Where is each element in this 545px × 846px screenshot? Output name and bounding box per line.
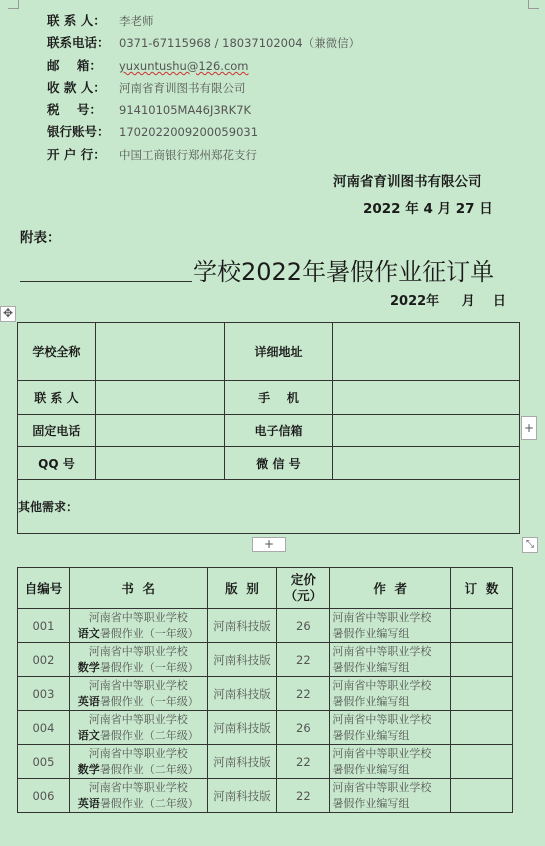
order-book-title [69, 711, 207, 745]
form-title: 学校2022年暑假作业征订单 [193, 258, 495, 286]
input-address[interactable] [333, 323, 520, 381]
book-line1: 河南省中等职业学校 [88, 746, 188, 760]
order-author [330, 745, 451, 779]
book-line2: 暑假作业（二年级） [99, 762, 199, 776]
book-subject: 语文 [77, 626, 100, 640]
order-book-title [69, 643, 207, 677]
order-qty-input[interactable] [451, 779, 513, 813]
book-subject: 语文 [77, 728, 100, 742]
table-row [18, 643, 513, 677]
order-price: 26 [277, 711, 330, 745]
contact-row-email [47, 56, 249, 76]
input-landline[interactable] [95, 415, 224, 447]
author-line2: 暑假作业编写组 [332, 796, 410, 810]
order-author [330, 677, 451, 711]
order-qty-input[interactable] [451, 609, 513, 643]
email-link[interactable]: yuxuntushu@126.com [119, 59, 249, 73]
table-row [18, 677, 513, 711]
label-school-name: 学校全称 [18, 323, 96, 381]
contact-row-tax [47, 100, 251, 120]
book-subject: 数学 [77, 660, 100, 674]
contact-row-account [47, 122, 258, 142]
contact-label: 联系电话： [47, 35, 110, 50]
order-price: 22 [277, 643, 330, 677]
contact-label: 邮 箱： [47, 58, 102, 73]
header-price-line2: （元） [284, 588, 323, 603]
order-author [330, 779, 451, 813]
order-edition: 河南科技版 [207, 711, 277, 745]
author-line1: 河南省中等职业学校 [332, 610, 432, 624]
contact-row-person [47, 11, 154, 31]
order-no: 002 [18, 643, 70, 677]
order-no: 006 [18, 779, 70, 813]
order-qty-input[interactable] [451, 745, 513, 779]
order-table-header [18, 568, 513, 609]
form-date: 2022年 月 日 [390, 294, 506, 309]
author-line2: 暑假作业编写组 [332, 626, 410, 640]
book-line1: 河南省中等职业学校 [88, 780, 188, 794]
label-contact: 联 系 人 [18, 381, 96, 415]
order-edition: 河南科技版 [207, 609, 277, 643]
author-line2: 暑假作业编写组 [332, 728, 410, 742]
order-price: 22 [277, 677, 330, 711]
input-email[interactable] [333, 415, 520, 447]
contact-value: 0371-67115968 / 18037102004（兼微信） [119, 36, 361, 50]
table-row [18, 745, 513, 779]
book-line1: 河南省中等职业学校 [88, 678, 188, 692]
school-info-table [17, 322, 520, 534]
company-name: 河南省育训图书有限公司 [333, 174, 482, 190]
order-edition: 河南科技版 [207, 677, 277, 711]
author-line1: 河南省中等职业学校 [332, 780, 432, 794]
header-price [277, 568, 330, 609]
contact-row-bank [47, 145, 257, 165]
add-row-icon[interactable]: + [252, 537, 286, 552]
contact-value: 91410105MA46J3RK7K [119, 103, 252, 117]
table-move-handle-icon[interactable]: ✥ [0, 306, 16, 322]
header-qty: 订 数 [451, 568, 513, 609]
header-price-line1: 定价 [290, 572, 316, 587]
order-book-title [69, 779, 207, 813]
contact-value: 河南省育训图书有限公司 [119, 81, 246, 95]
input-contact[interactable] [95, 381, 224, 415]
book-line1: 河南省中等职业学校 [88, 712, 188, 726]
order-author [330, 643, 451, 677]
company-date: 2022 年 4 月 27 日 [363, 201, 493, 217]
book-subject: 英语 [77, 694, 100, 708]
author-line1: 河南省中等职业学校 [332, 746, 432, 760]
contact-label: 联 系 人： [47, 13, 106, 28]
order-no: 003 [18, 677, 70, 711]
label-mobile: 手 机 [224, 381, 333, 415]
order-no: 004 [18, 711, 70, 745]
header-title: 书 名 [69, 568, 207, 609]
order-price: 22 [277, 745, 330, 779]
author-line2: 暑假作业编写组 [332, 762, 410, 776]
table-row [18, 711, 513, 745]
contact-row-payee [47, 78, 246, 98]
label-address: 详细地址 [224, 323, 333, 381]
header-author: 作 者 [330, 568, 451, 609]
header-edition: 版 别 [207, 568, 277, 609]
other-requirements-field[interactable] [18, 480, 520, 534]
author-line2: 暑假作业编写组 [332, 694, 410, 708]
margin-corner-mark [528, 0, 539, 9]
input-mobile[interactable] [333, 381, 520, 415]
order-qty-input[interactable] [451, 643, 513, 677]
book-line2: 暑假作业（一年级） [99, 626, 199, 640]
margin-corner-mark [8, 0, 19, 9]
contact-value: 中国工商银行郑州郑花支行 [119, 148, 257, 162]
order-edition: 河南科技版 [207, 745, 277, 779]
order-table [17, 567, 513, 813]
contact-label: 税 号： [47, 102, 102, 117]
book-line2: 暑假作业（一年级） [99, 660, 199, 674]
order-author [330, 609, 451, 643]
school-name-blank [20, 281, 192, 282]
order-edition: 河南科技版 [207, 779, 277, 813]
label-landline: 固定电话 [18, 415, 96, 447]
book-line1: 河南省中等职业学校 [88, 644, 188, 658]
order-author [330, 711, 451, 745]
book-subject: 数学 [77, 762, 100, 776]
header-no: 自编号 [18, 568, 70, 609]
contact-row-phone [47, 33, 360, 53]
contact-value: 1702022009200059031 [119, 125, 259, 139]
order-no: 005 [18, 745, 70, 779]
book-line2: 暑假作业（一年级） [99, 694, 199, 708]
book-line2: 暑假作业（二年级） [99, 728, 199, 742]
input-qq[interactable] [95, 447, 224, 480]
add-column-icon[interactable]: + [521, 416, 537, 440]
author-line1: 河南省中等职业学校 [332, 712, 432, 726]
label-wechat: 微 信 号 [224, 447, 333, 480]
table-row [18, 609, 513, 643]
book-line2: 暑假作业（二年级） [99, 796, 199, 810]
attachment-label: 附表： [20, 230, 61, 246]
input-wechat[interactable] [333, 447, 520, 480]
author-line2: 暑假作业编写组 [332, 660, 410, 674]
order-book-title [69, 609, 207, 643]
contact-label: 开 户 行： [47, 147, 106, 162]
order-qty-input[interactable] [451, 677, 513, 711]
order-price: 26 [277, 609, 330, 643]
contact-value: 李老师 [119, 14, 154, 28]
order-price: 22 [277, 779, 330, 813]
order-book-title [69, 677, 207, 711]
order-book-title [69, 745, 207, 779]
author-line1: 河南省中等职业学校 [332, 678, 432, 692]
table-row [18, 779, 513, 813]
order-no: 001 [18, 609, 70, 643]
label-qq: QQ 号 [18, 447, 96, 480]
contact-label: 收 款 人： [47, 80, 106, 95]
input-school-name[interactable] [95, 323, 224, 381]
contact-label: 银行账号： [47, 124, 110, 139]
label-email: 电子信箱 [224, 415, 333, 447]
order-edition: 河南科技版 [207, 643, 277, 677]
book-line1: 河南省中等职业学校 [88, 610, 188, 624]
author-line1: 河南省中等职业学校 [332, 644, 432, 658]
order-qty-input[interactable] [451, 711, 513, 745]
book-subject: 英语 [77, 796, 100, 810]
label-other: 其他需求： [18, 500, 79, 514]
resize-table-icon[interactable]: ⤡ [522, 537, 538, 553]
